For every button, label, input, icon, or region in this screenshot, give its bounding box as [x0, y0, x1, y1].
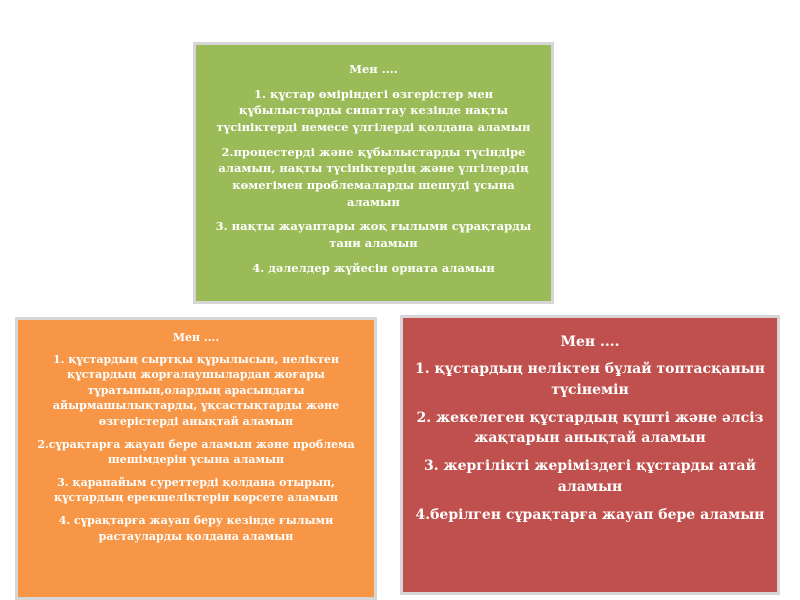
red-card-item-2: 2. жекелеген құстардың күшті және әлсіз жақтарын анықтай аламын [416, 409, 764, 447]
red-card-heading: Мен .... [560, 334, 620, 350]
red-card-item-1: 1. құстардың неліктен бұлай топтасқанын түсінемін [414, 361, 766, 398]
orange-card-item-2: 2.сұрақтарға жауап бере аламын және проблема шешімдерін ұсына аламын [37, 437, 355, 467]
red-card-item-3: 3. жергілікті жеріміздегі құстарды атай аламын [423, 458, 756, 495]
orange-card-item-4: 4. сұрақтарға жауап беру кезінде ғылыми растауларды қолдана аламын [58, 514, 334, 543]
orange-objectives-card [15, 317, 377, 600]
red-card-item-4: 4.берілген сұрақтарға жауап бере аламын [415, 507, 765, 524]
green-card-heading: Мен .... [349, 62, 398, 76]
red-objectives-card [400, 315, 780, 595]
green-card-item-2: 2.процестерді және құбылыстарды түсіндіре аламын, нақты түсініктердің және үлгілердің көмегімен проблемаларды шешуді ұсына аламын [218, 144, 529, 209]
green-card-item-4: 4. дәлелдер жүйесін орната аламын [252, 260, 495, 275]
green-objectives-card [193, 42, 554, 304]
orange-card-heading: Мен .... [172, 331, 220, 344]
green-card-item-1: 1. құстар өміріндегі өзгерістер мен құбылыстарды сипаттау кезінде нақты түсініктерді немесе үлгілерді қолдана аламын [216, 86, 531, 135]
green-card-item-3: 3. нақты жауаптары жоқ ғылыми сұрақтарды тани аламын [215, 219, 532, 251]
orange-card-item-1: 1. құстардың сыртқы құрылысын, неліктен құстардың жорғалаушылардан жоғары тұратынын,олардың арасындағы айырмашылықтарды, ұқсастықтарды және өзгерістерді анықтай аламын [52, 352, 340, 429]
orange-card-item-3: 3. қарапайым суреттерді қолдана отырып, құстардың ерекшеліктерін көрсете аламын [53, 475, 339, 505]
